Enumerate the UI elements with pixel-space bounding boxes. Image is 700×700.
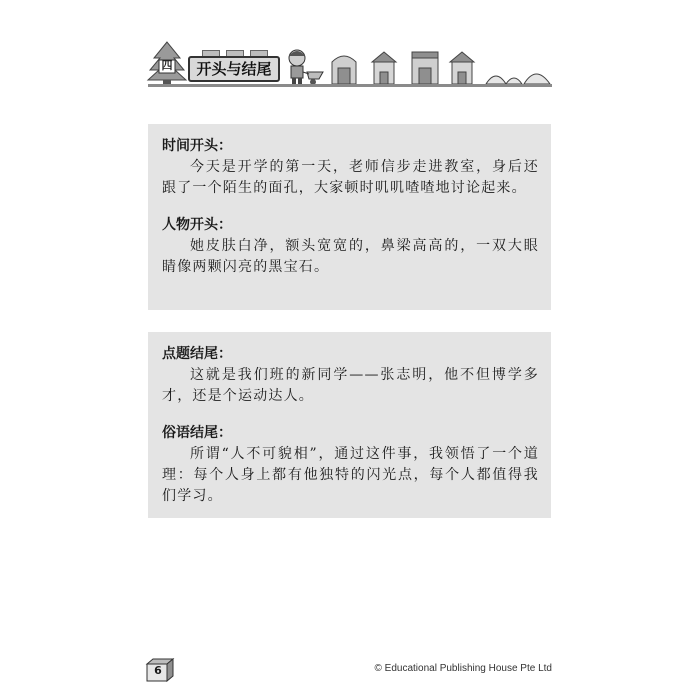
endings-box — [148, 332, 551, 518]
header-divider — [148, 84, 552, 87]
section-title: 人物开头： — [162, 217, 232, 233]
openings-box — [148, 124, 551, 310]
section-body: 这就是我们班的新同学——张志明，他不但博学多才，还是个运动达人。 — [162, 367, 539, 404]
section-body: 今天是开学的第一天，老师信步走进教室，身后还跟了一个陌生的面孔，大家顿时叽叽喳喳地讨论起来。 — [162, 159, 539, 196]
kid-with-wheelbarrow-icon — [283, 46, 327, 86]
chapter-badge: 四 — [161, 59, 173, 72]
page-number: 6 — [154, 664, 162, 677]
section-title: 点题结尾： — [162, 346, 232, 362]
section-title: 俗语结尾： — [162, 425, 232, 441]
section-body: 她皮肤白净，额头宽宽的，鼻梁高高的，一双大眼睛像两颗闪亮的黑宝石。 — [162, 238, 539, 275]
section-title: 时间开头： — [162, 138, 232, 154]
copyright-notice: © Educational Publishing House Pte Ltd — [374, 663, 552, 674]
chapter-title: 开头与结尾 — [188, 56, 280, 82]
section-body: 所谓“人不可貌相”，通过这件事，我领悟了一个道理：每个人身上都有他独特的闪光点，每个人都值得我们学习。 — [162, 446, 539, 504]
houses-decoration — [328, 48, 552, 86]
